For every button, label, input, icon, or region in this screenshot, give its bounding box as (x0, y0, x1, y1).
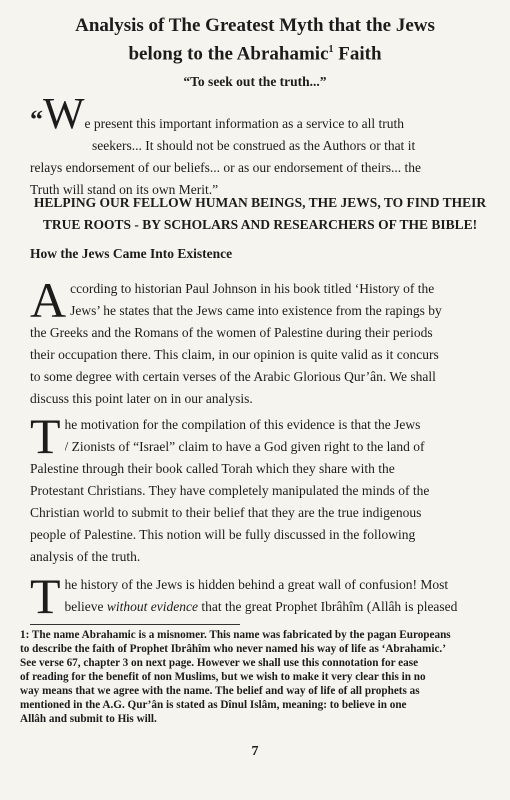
section-heading: How the Jews Came Into Existence (30, 246, 233, 261)
footnote-line-7: Allâh and submit to His will. (20, 713, 157, 725)
footnote-line-2: to describe the faith of Prophet Ibrâhîm who never named his way of life as ‘Abrahamic.’ (20, 643, 446, 655)
paragraph-3-line-2-post: that the great Prophet Ibrâhîm (Allâh is pleased (198, 599, 458, 614)
footnote-line-4: of reading for the benefit of non Muslims, but we wish to make it very clear this in no (20, 671, 426, 683)
footnote (20, 628, 488, 726)
intro-line-1-text: e present this important information as a service to all truth (84, 116, 404, 131)
paragraph-3 (30, 568, 488, 624)
paragraph-2-line-2: / Zionists of “Israel” claim to have a God given right to the land of (64, 439, 425, 454)
paragraph-3-line-2-pre: believe (64, 599, 107, 614)
intro-open-quote: “ (30, 105, 43, 134)
paragraph-2-line-1: he motivation for the compilation of this evidence is that the Jews (64, 417, 421, 432)
title-line-1: Analysis of The Greatest Myth that the Jews (75, 15, 435, 36)
intro-line-2: seekers... It should not be construed as the Authors or that it (92, 138, 416, 153)
caps-heading (30, 192, 490, 236)
paragraph-2-line-6: people of Palestine. This notion will be fully discussed in the following (30, 527, 416, 542)
paragraph-2-line-5: Christian world to submit to their belief that they are the true indigenous (30, 505, 422, 520)
paragraph-1-line-5: to some degree with certain verses of the Arabic Glorious Qur’ân. We shall (30, 369, 436, 384)
intro-paragraph (30, 96, 488, 201)
title-line-2 (30, 38, 480, 66)
footnote-divider (30, 624, 240, 625)
paragraph-1-line-4: their occupation there. This claim, in our opinion is quite valid as it concurs (30, 347, 439, 362)
paragraph-1-line-1: ccording to historian Paul Johnson in his book titled ‘History of the (70, 281, 435, 296)
paragraph-2-line-7: analysis of the truth. (30, 549, 141, 564)
paragraph-2-dropcap: T (30, 408, 61, 464)
paragraph-2-line-3: Palestine through their book called Torah which they share with the (30, 461, 395, 476)
paragraph-1-line-6: discuss this point later on in our analysis. (30, 391, 253, 406)
caps-heading-line-1: HELPING OUR FELLOW HUMAN BEINGS, THE JEWS, TO FIND THEIR (33, 195, 487, 210)
paragraph-3-dropcap: T (30, 568, 61, 624)
paragraph-1 (30, 272, 488, 410)
page-number: 7 (251, 744, 259, 759)
intro-dropcap: W (43, 96, 85, 135)
footnote-line-1: 1: The name Abrahamic is a misnomer. This name was fabricated by the pagan Europeans (20, 629, 451, 641)
intro-line-4: Truth will stand on its own Merit.” (30, 182, 219, 197)
paragraph-2-line-4: Protestant Christians. They have completely manipulated the minds of the (30, 483, 430, 498)
footnote-line-5: way means that we agree with the name. The belief and way of life of all prophets as (20, 685, 420, 697)
caps-heading-line-2: TRUE ROOTS - BY SCHOLARS AND RESEARCHERS OF THE BIBLE! (42, 217, 478, 232)
intro-line-1 (30, 96, 488, 135)
title-line-2-end: Faith (333, 43, 382, 65)
footnote-marker: 1 (328, 44, 334, 55)
paragraph-3-line-2 (65, 596, 488, 618)
paragraph-1-line-3: the Greeks and the Romans of the women of Palestine during their periods (30, 325, 433, 340)
paragraph-2 (30, 408, 488, 568)
page-title (30, 14, 480, 66)
quote-heading: “To seek out the truth...” (183, 74, 327, 89)
footnote-line-3: See verse 67, chapter 3 on next page. However we shall use this connotation for ease (20, 657, 419, 669)
paragraph-1-dropcap: A (30, 272, 67, 328)
paragraph-3-emphasis: without evidence (106, 599, 198, 614)
footnote-line-6: mentioned in the A.G. Qur’ân is stated as Dînul Islâm, meaning: to believe in one (20, 699, 407, 711)
paragraph-1-line-2: Jews’ he states that the Jews came into existence from the rapings by (70, 303, 442, 318)
paragraph-3-line-1: he history of the Jews is hidden behind a great wall of confusion! Most (64, 577, 449, 592)
intro-line-3: relays endorsement of our beliefs... or as our endorsement of theirs... the (30, 160, 422, 175)
title-line-2-text: belong to the Abrahamic (128, 43, 329, 65)
